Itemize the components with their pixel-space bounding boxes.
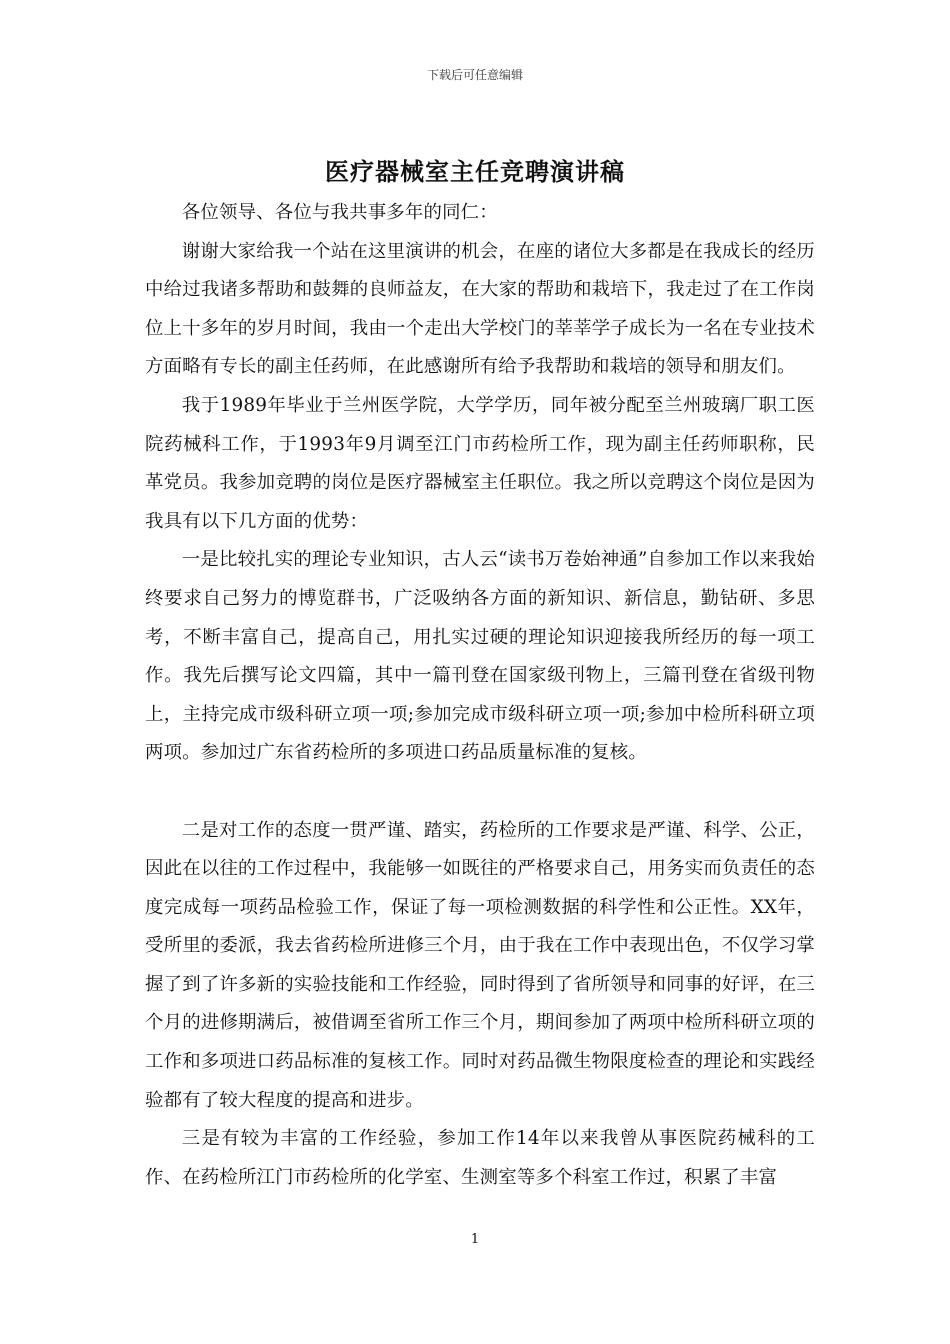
body-paragraph: 一是比较扎实的理论专业知识，古人云“读书万卷始神通”自参加工作以来我始终要求自己努力的博览群书，广泛吸纳各方面的新知识、新信息，勤钻研、多思考，不断丰富自己，提高自己，用扎实过硬的理论知识迎接我所经历的每一项工作。我先后撰写论文四篇，其中一篇刊登在国家级刊物上，三篇刊登在省级刊物上，主持完成市级科研立项一项;参加完成市级科研立项一项;参加中检所科研立项两项。参加过广东省药检所的多项进口药品质量标准的复核。 — [145, 549, 815, 764]
body-paragraph: 三是有较为丰富的工作经验，参加工作14年以来我曾从事医院药械科的工作、在药检所江门市药检所的化学室、生测室等多个科室工作过，积累了丰富 — [145, 1128, 815, 1188]
body-paragraph: 我于1989年毕业于兰州医学院，大学学历，同年被分配至兰州玻璃厂职工医院药械科工作，于1993年9月调至江门市药检所工作，现为副主任药师职称，民革党员。我参加竞聘的岗位是医疗器械室主任职位。我之所以竞聘这个岗位是因为我具有以下几方面的优势： — [145, 394, 815, 532]
page-number: 1 — [470, 1232, 480, 1247]
paragraph-gap — [145, 773, 815, 812]
document-body — [145, 194, 815, 1197]
salutation-paragraph: 各位领导、各位与我共事多年的同仁： — [181, 202, 498, 223]
page-header: 下载后可任意编辑 — [426, 68, 523, 82]
body-paragraph: 二是对工作的态度一贯严谨、踏实，药检所的工作要求是严谨、科学、公正，因此在以往的工作过程中，我能够一如既往的严格要求自己，用务实而负责任的态度完成每一项药品检验工作，保证了每一项检测数据的科学性和公正性。XX年，受所里的委派，我去省药检所进修三个月，由于我在工作中表现出色，不仅学习掌握了到了许多新的实验技能和工作经验，同时得到了省所领导和同事的好评，在三个月的进修期满后，被借调至省所工作三个月，期间参加了两项中检所科研立项的工作和多项进口药品标准的复核工作。同时对药品微生物限度检查的理论和实践经验都有了较大程度的提高和进步。 — [145, 819, 815, 1111]
body-paragraph: 谢谢大家给我一个站在这里演讲的机会，在座的诸位大多都是在我成长的经历中给过我诸多帮助和鼓舞的良师益友，在大家的帮助和栽培下，我走过了在工作岗位上十多年的岁月时间，我由一个走出大学校门的莘莘学子成长为一名在专业技术方面略有专长的副主任药师，在此感谢所有给予我帮助和栽培的领导和朋友们。 — [145, 240, 815, 378]
document-title: 医疗器械室主任竞聘演讲稿 — [325, 157, 625, 186]
